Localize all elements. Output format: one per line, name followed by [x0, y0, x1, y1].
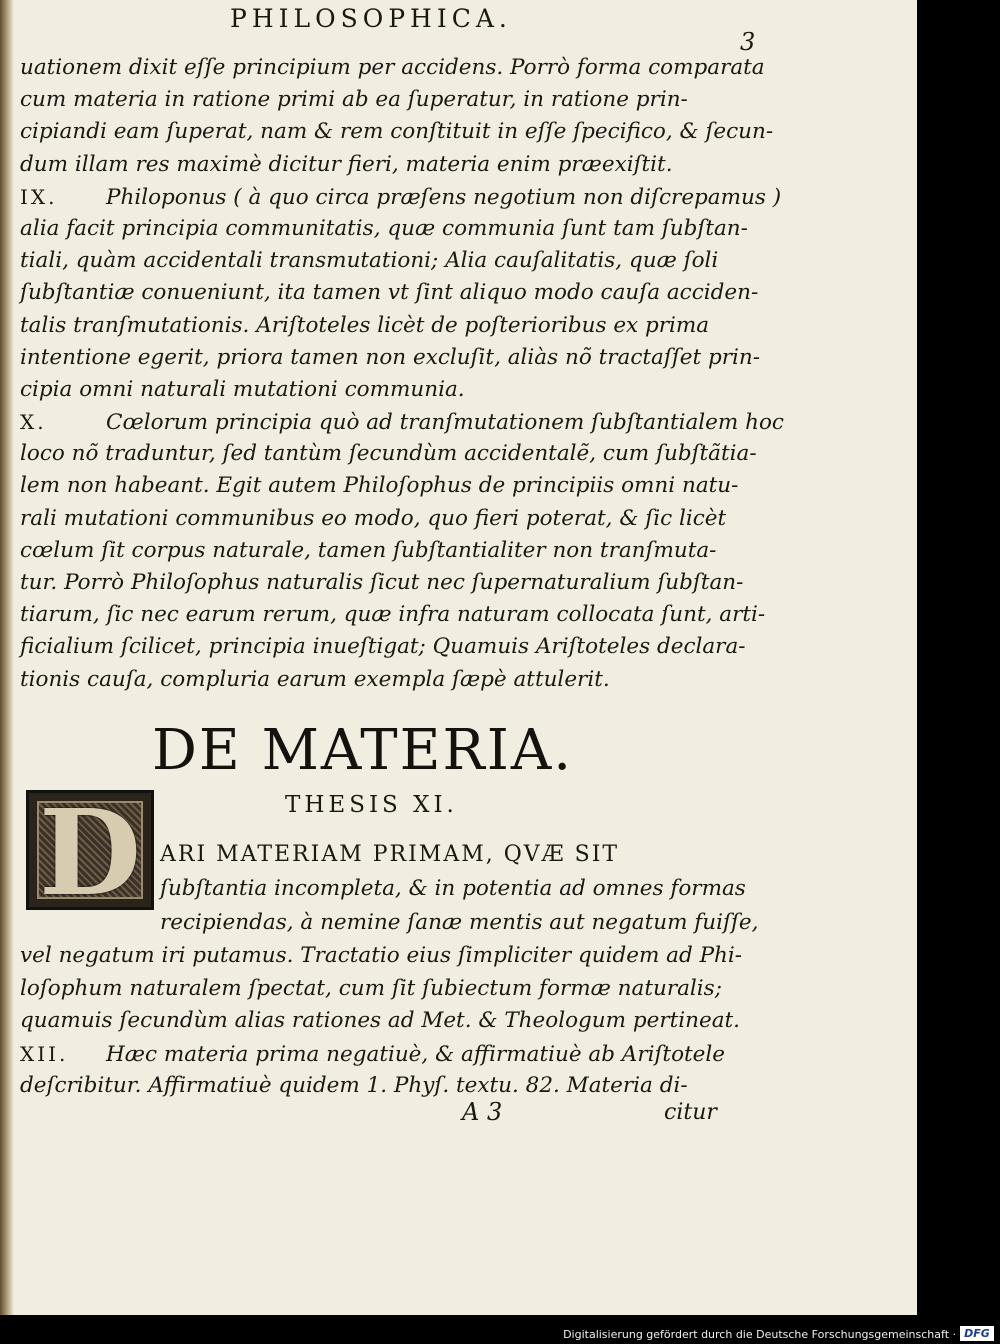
text-line	[20, 52, 765, 84]
text-line	[20, 213, 760, 245]
line-text: tionis cauſa, compluria earum exempla ſæpè attulerit.	[20, 666, 610, 692]
text-line	[20, 599, 766, 631]
line-text: lem non habeant. Egit autem Philoſophus de principiis omni natu-	[20, 473, 739, 499]
thesis-title: THESIS XI.	[285, 792, 458, 818]
text-line	[20, 342, 760, 374]
text-line	[20, 310, 760, 342]
body-text	[20, 52, 784, 696]
text-line	[20, 374, 760, 406]
text-line	[20, 1038, 760, 1071]
funding-notice: Digitalisierung gefördert durch die Deutsche Forschungsgemeinschaft ·	[563, 1328, 956, 1341]
line-text: Philoponus ( à quo circa præſens negotium non diſcrepamus )	[106, 184, 782, 210]
line-text: intentione egerit, priora tamen non excluſit, aliàs nõ tractaſſet prin-	[20, 344, 760, 370]
running-head: PHILOSOPHICA.	[230, 4, 512, 33]
text-line	[20, 1070, 760, 1103]
line-text: loco nõ traduntur, ſed tantùm ſecundùm accidentalẽ, cum ſubſtãtia-	[20, 441, 757, 467]
line-text: quamuis ſecundùm alias rationes ad Met. & Theologum pertineat.	[20, 1008, 740, 1034]
dfg-logo: DFG	[960, 1326, 994, 1341]
text-line	[20, 116, 774, 148]
text-line	[20, 940, 760, 973]
line-text: ficialium ſcilicet, principia inueſtigat; Quamuis Ariſtoteles declara-	[20, 634, 746, 660]
text-line	[20, 973, 760, 1006]
text-line	[20, 181, 782, 213]
thesis-continuation	[20, 940, 760, 1103]
text-line	[20, 503, 760, 535]
text-line	[20, 535, 760, 567]
text-line	[20, 84, 760, 116]
small-caps-opening: ARI MATERIAM PRIMAM, QVÆ SIT	[160, 842, 620, 867]
thesis-line	[160, 906, 759, 940]
text-line	[20, 406, 784, 438]
text-line	[20, 664, 760, 696]
section-heading: DE MATERIA.	[152, 718, 574, 783]
thesis-number: X.	[20, 410, 47, 435]
text-line	[20, 470, 760, 502]
decorated-initial	[26, 790, 154, 910]
thesis-line	[160, 838, 740, 872]
line-text: deſcribitur. Affirmatiuè quidem 1. Phyſ. textu. 82. Materia di-	[20, 1073, 688, 1099]
text-line	[20, 245, 760, 277]
line-text: recipiendas, à nemine ſanæ mentis aut negatum fuiſſe,	[160, 910, 759, 935]
thesis-line	[160, 872, 746, 906]
line-text: uationem dixit eſſe principium per accidens. Porrò forma comparata	[20, 55, 765, 80]
scan-background	[917, 0, 1000, 1315]
page-gutter	[0, 0, 14, 1315]
page-number: 3	[740, 28, 756, 56]
line-text: ſubſtantia incompleta, & in potentia ad omnes formas	[160, 876, 746, 901]
line-text: dum illam res maximè dicitur fieri, materia enim præexiſtit.	[20, 151, 673, 177]
thesis-number: IX.	[20, 184, 58, 209]
thesis-body	[160, 838, 759, 940]
signature-mark: A 3	[462, 1098, 503, 1126]
text-line	[20, 567, 760, 599]
catchword: citur	[664, 1100, 717, 1125]
line-text: vel negatum iri putamus. Tractatio eius ſimpliciter quidem ad Phi-	[20, 943, 743, 968]
initial-letter: D	[38, 790, 142, 910]
line-text: Hæc materia prima negatiuè, & affirmatiuè ab Ariſtotele	[106, 1041, 725, 1067]
line-text: cum materia in ratione primi ab ea ſuperatur, in ratione prin-	[20, 87, 688, 113]
text-line	[20, 1005, 760, 1038]
line-text: tiali, quàm accidentali transmutationi; Alia cauſalitatis, quæ ſoli	[20, 248, 719, 274]
line-text: cœlum ſit corpus naturale, tamen ſubſtantialiter non tranſmuta-	[20, 537, 717, 563]
text-line	[20, 631, 760, 663]
line-text: tur. Porrò Philoſophus naturalis ſicut nec ſupernaturalium ſubſtan-	[20, 570, 744, 595]
line-text: Cœlorum principia quò ad tranſmutationem ſubſtantialem hoc	[106, 410, 784, 436]
line-text: rali mutationi communibus eo modo, quo fieri poterat, & ſic licèt	[20, 505, 727, 531]
text-line	[20, 438, 760, 470]
thesis-number: XII.	[20, 1041, 69, 1066]
line-text: loſophum naturalem ſpectat, cum ſit ſubiectum formæ naturalis;	[20, 975, 722, 1001]
line-text: cipia omni naturali mutationi communia.	[20, 376, 465, 402]
line-text: alia facit principia communitatis, quæ communia ſunt tam ſubſtan-	[20, 215, 748, 241]
line-text: ſubſtantiæ conueniunt, ita tamen vt ſint aliquo modo cauſa acciden-	[20, 280, 759, 306]
text-line	[20, 277, 760, 309]
text-line	[20, 149, 760, 181]
line-text: tiarum, ſic nec earum rerum, quæ infra naturam collocata ſunt, arti-	[20, 602, 766, 628]
line-text: talis tranſmutationis. Ariſtoteles licèt de poſterioribus ex prima	[20, 312, 710, 338]
line-text: cipiandi eam ſuperat, nam & rem conſtituit in eſſe ſpecifico, & ſecun-	[20, 119, 774, 145]
